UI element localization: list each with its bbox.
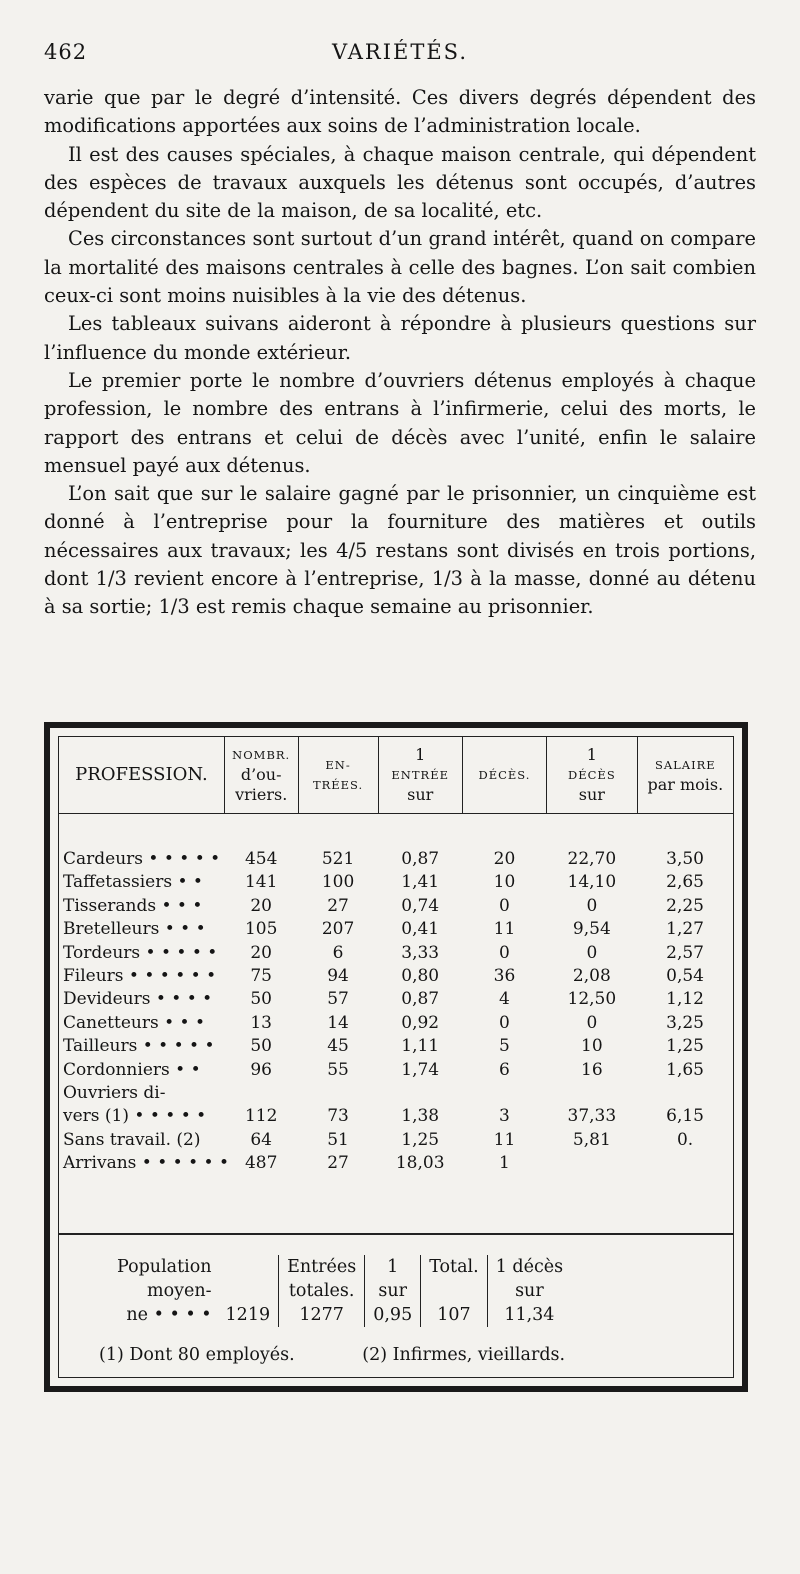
header-nombre-line: vriers. [235,785,288,804]
cell-ratio-deces: 14,10 [567,872,617,893]
page-number: 462 [44,40,88,64]
summary-label-line: 1 décès [495,1257,564,1277]
cell-ratio-deces: 37,33 [567,1106,617,1127]
cell-entrees: 100 [321,872,355,893]
summary-ratio-value: 0,95 [373,1305,413,1325]
cell-salaire: 1,27 [666,919,704,940]
table-row [59,965,733,988]
cell-entrees: 27 [327,1153,349,1174]
summary-label-line: totales. [288,1281,355,1301]
summary-divider [59,1233,733,1235]
cell-deces: 6 [499,1059,510,1080]
header-entrees-line: TRÉES. [312,778,364,792]
header-nombre-line: NOMBR. [232,748,291,762]
cell-entrees: 55 [327,1059,349,1080]
cell-ratio-entree: 1,41 [401,872,440,893]
summary-entrees [279,1255,365,1327]
cell-ratio-entree: 0,41 [401,919,440,940]
cell-profession: Tailleurs • • • • • [63,1036,215,1057]
header-ratio-deces [547,737,638,814]
summary-label-line: sur [378,1281,408,1301]
table-header-row [59,737,733,814]
cell-profession: Arrivans • • • • • • [63,1153,229,1174]
cell-salaire: 1,25 [666,1036,704,1057]
cell-salaire: 0,54 [666,966,704,987]
table-row [59,1082,733,1105]
header-salaire [637,737,733,814]
table-row [59,918,733,941]
cell-deces: 0 [499,895,510,916]
cell-deces: 1 [499,1153,510,1174]
cell-entrees: 73 [327,1106,349,1127]
summary-total-value: 107 [437,1305,471,1325]
cell-ratio-deces: 9,54 [572,919,611,940]
cell-deces: 4 [499,989,510,1010]
table-row [59,988,733,1011]
cell-profession: Tordeurs • • • • • [63,942,218,963]
header-entrees [298,737,378,814]
cell-ratio-deces: 2,08 [572,966,611,987]
cell-salaire: 0. [676,1129,694,1150]
body-text [44,84,756,622]
summary-label-line: 1 [387,1257,399,1277]
cell-ratio-deces [547,1152,638,1175]
profession-table [59,737,733,1176]
cell-salaire [637,1152,733,1175]
cell-deces: 3 [499,1106,510,1127]
cell-ouvriers: 50 [250,989,272,1010]
cell-ratio-entree: 0,74 [401,895,440,916]
summary-label-line: sur [515,1281,544,1301]
cell-profession: Devideurs • • • • [63,989,213,1010]
header-ratio-entree-line: 1 [415,745,426,764]
cell-ouvriers: 454 [244,849,278,869]
cell-ratio-entree: 18,03 [395,1153,445,1174]
cell-salaire: 1,65 [666,1059,704,1080]
header-salaire-line: SALAIRE [654,758,716,772]
cell-ratio-deces: 0 [586,895,598,916]
cell-ouvriers: 96 [250,1059,272,1080]
table-row [59,871,733,894]
summary-row [109,1255,571,1327]
header-ratio-deces-line: DÉCÈS [568,768,616,782]
summary-label-line: Population [117,1257,212,1277]
cell-deces: 20 [493,849,516,869]
cell-deces: 36 [493,966,516,987]
cell-ratio-entree: 1,11 [401,1036,440,1057]
cell-profession: Sans travail. (2) [63,1129,201,1150]
cell-entrees: 27 [327,895,349,916]
cell-ratio-entree: 0,87 [401,849,440,869]
cell-salaire: 3,50 [666,849,704,869]
paragraph: Les tableaux suivans aideront à répondre à plusieurs questions sur l’influence du monde extérieur. [44,312,756,364]
cell-profession: Cordonniers • • [63,1059,201,1080]
paragraph: Ces circonstances sont surtout d’un grand intérêt, quand on compare la mortalité des maisons centrales à celle des bagnes. L’on sait combien ceux-ci sont moins nuisibles à la vie des détenus. [44,227,756,308]
cell-deces: 0 [499,1012,510,1033]
cell-deces: 10 [493,872,516,893]
summary-label-line: Entrées [287,1257,357,1277]
cell-entrees: 51 [327,1129,349,1150]
cell-entrees: 45 [327,1036,349,1057]
cell-ratio-entree: 1,25 [401,1129,440,1150]
cell-ouvriers: 20 [250,895,272,916]
cell-deces: 0 [499,942,510,963]
running-title: VARIÉTÉS. [332,40,468,64]
cell-entrees: 14 [327,1012,349,1033]
cell-ratio-entree: 3,33 [401,942,440,963]
table-row [59,1129,733,1152]
footnote: (1) Dont 80 employés. [99,1345,295,1365]
cell-ouvriers: 141 [244,872,278,893]
table-row [59,1105,733,1128]
cell-ouvriers: 20 [250,942,272,963]
cell-deces: 11 [493,919,516,940]
table-row [59,814,733,872]
cell-ratio-entree: 1,38 [401,1106,440,1127]
header-nombre-line: d’ou- [240,765,282,784]
summary-total [421,1255,487,1327]
header-profession: PROFESSION. [59,737,224,814]
cell-ouvriers: 105 [244,919,278,940]
cell-ratio-entree: 1,74 [401,1059,440,1080]
table-row [59,1152,733,1175]
header-ratio-entree-line: ENTRÉE [391,768,449,782]
cell-ouvriers: 487 [244,1153,278,1174]
table-row [59,1035,733,1058]
paragraph: Il est des causes spéciales, à chaque maison centrale, qui dépendent des espèces de travaux auxquels les détenus sont occupés, d’autres dépendent du site de la maison, de sa localité, etc. [44,142,756,223]
cell-ratio-entree: 0,92 [401,1012,440,1033]
table-row [59,942,733,965]
header-ratio-entree [378,737,462,814]
cell-ouvriers [224,1082,298,1105]
summary-ratio [365,1255,421,1327]
cell-profession: Bretelleurs • • • [63,919,206,940]
cell-ratio-deces: 0 [586,1012,598,1033]
header-deces: DÉCÈS. [462,737,546,814]
cell-ratio-deces [547,1082,638,1105]
summary-deces-value: 11,34 [504,1305,555,1325]
cell-ratio-entree [378,1082,462,1105]
cell-profession: Ouvriers di- [63,1083,166,1104]
cell-profession: vers (1) • • • • • [63,1106,207,1127]
header-salaire-line: par mois. [647,775,724,794]
profession-table-frame [44,722,748,1392]
paragraph: Le premier porte le nombre d’ouvriers détenus employés à chaque profession, le nombre des entrans à l’infirmerie, celui des morts, le rapport des entrans et celui de décès avec l’unité, enfin le salaire mensuel payé aux détenus. [44,368,756,477]
cell-ratio-entree: 0,80 [401,966,440,987]
cell-entrees: 207 [321,919,355,940]
footnote: (2) Infirmes, vieillards. [362,1345,566,1365]
table-row [59,1012,733,1035]
cell-salaire: 3,25 [666,1012,704,1033]
summary-population-value: 1219 [225,1305,271,1325]
page-header [44,40,756,76]
cell-profession: Tisserands • • • [63,895,203,916]
cell-ratio-deces: 22,70 [567,849,617,869]
paragraph: L’on sait que sur le salaire gagné par le prisonnier, un cinquième est donné à l’entreprise pour la fourniture des matières et outils nécessaires aux travaux; les 4/5 restans sont divisés en trois portions, dont 1/3 revient encore à l’entreprise, 1/3 à la masse, donné au détenu à sa sortie; 1/3 est remis chaque semaine au prisonnier. [44,482,756,619]
cell-salaire [637,1082,733,1105]
summary-deces [487,1255,571,1327]
profession-table-body [59,814,733,1176]
cell-salaire: 2,65 [666,872,704,893]
cell-profession: Canetteurs • • • [63,1012,205,1033]
cell-ratio-deces: 16 [581,1059,603,1080]
summary-label-line: ne • • • • [126,1305,212,1325]
cell-ouvriers: 13 [250,1012,272,1033]
cell-entrees [298,1082,378,1105]
summary-population-label [109,1255,218,1327]
cell-ratio-deces: 5,81 [572,1129,611,1150]
cell-profession: Cardeurs • • • • • [63,849,221,869]
cell-entrees: 57 [327,989,349,1010]
cell-ratio-deces: 12,50 [567,989,617,1010]
cell-deces: 11 [493,1129,516,1150]
table-row [59,1059,733,1082]
cell-entrees: 6 [332,942,344,963]
header-nombre [224,737,298,814]
cell-profession: Taffetassiers • • [63,872,203,893]
header-entrees-line: EN- [325,758,351,772]
summary-entrees-value: 1277 [299,1305,344,1325]
cell-ouvriers: 112 [244,1106,278,1127]
cell-salaire: 6,15 [666,1106,704,1127]
cell-salaire: 2,25 [666,895,704,916]
cell-entrees: 521 [321,849,355,869]
header-ratio-deces-line: 1 [586,745,597,764]
header-ratio-deces-line: sur [578,785,605,804]
paragraph: varie que par le degré d’intensité. Ces divers degrés dépendent des modifications apportées aux soins de l’administration locale. [44,86,756,138]
cell-ratio-deces: 0 [586,942,598,963]
summary-label-line: Total. [429,1257,479,1277]
cell-ratio-entree: 0,87 [401,989,440,1010]
cell-profession: Fileurs • • • • • • [63,966,217,987]
cell-ouvriers: 64 [250,1129,272,1150]
header-ratio-entree-line: sur [407,785,434,804]
summary-table [109,1255,571,1327]
cell-deces: 5 [499,1036,510,1057]
table-row [59,895,733,918]
cell-entrees: 94 [327,966,349,987]
cell-salaire: 2,57 [666,942,704,963]
cell-salaire: 1,12 [666,989,704,1010]
summary-label-line: moyen- [146,1281,212,1301]
cell-deces [462,1082,546,1105]
profession-table-inner [58,736,734,1378]
table-footnotes [99,1345,627,1365]
cell-ouvriers: 50 [250,1036,272,1057]
cell-ratio-deces: 10 [581,1036,603,1057]
cell-ouvriers: 75 [250,966,272,987]
